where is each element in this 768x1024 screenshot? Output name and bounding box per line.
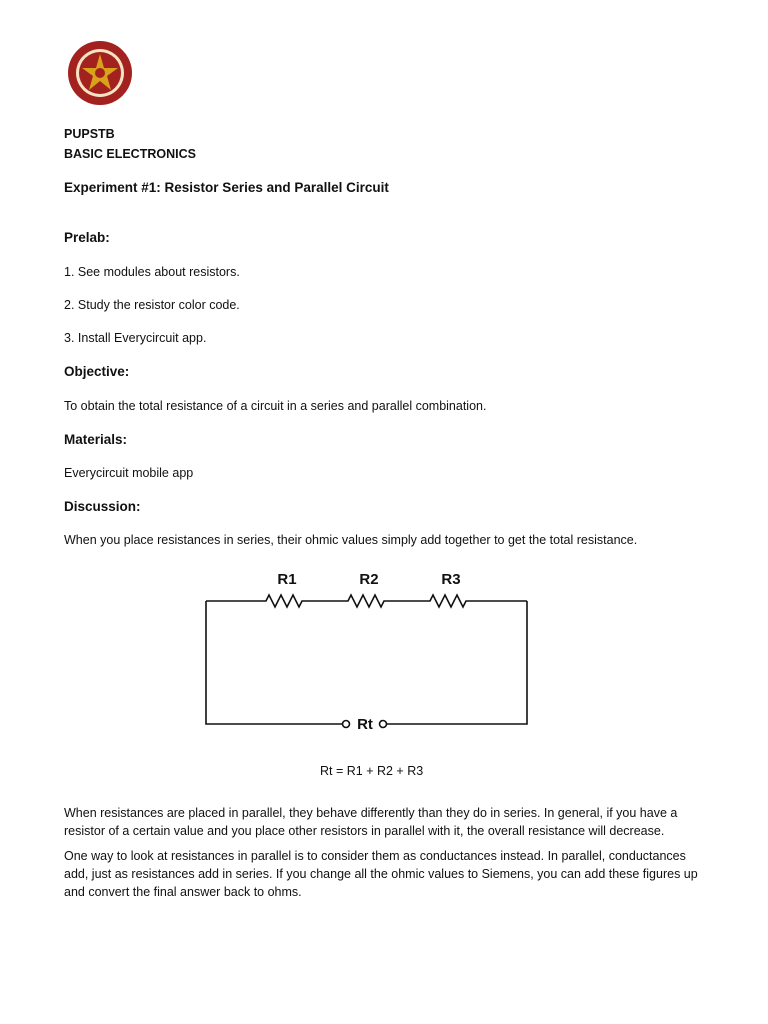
circuit-top-wire	[206, 595, 527, 607]
series-circuit-diagram	[190, 564, 540, 739]
parallel-paragraph-1: When resistances are placed in parallel, they behave differently than they do in series. In general, if you have a resistor of a certain value and you place other resistors in parallel with it, the overall resistance will decrease.	[64, 806, 678, 838]
university-seal-icon	[62, 40, 138, 106]
resistor-label-r2: R2	[359, 571, 379, 588]
circuit-left-wire	[206, 601, 342, 724]
objective-heading: Objective:	[64, 364, 130, 379]
experiment-title: Experiment #1: Resistor Series and Parallel Circuit	[64, 180, 389, 195]
materials-heading: Materials:	[64, 432, 128, 447]
terminal-right	[380, 721, 387, 728]
discussion-heading: Discussion:	[64, 499, 141, 514]
prelab-item: 2. Study the resistor color code.	[64, 298, 240, 312]
institution-code: PUPSTB	[64, 127, 115, 141]
prelab-item: 3. Install Everycircuit app.	[64, 331, 207, 345]
resistor-label-r1: R1	[277, 571, 297, 588]
series-formula: Rt = R1 + R2 + R3	[320, 764, 424, 778]
objective-text: To obtain the total resistance of a circuit in a series and parallel combination.	[64, 399, 487, 413]
terminal-left	[343, 721, 350, 728]
parallel-paragraph-2: One way to look at resistances in parallel is to consider them as conductances instead. In parallel, conductances add, just as resistances add in series. If you change all the ohmic values to Siemens, you can add these figures up and convert the final answer back to ohms.	[64, 849, 698, 899]
materials-text: Everycircuit mobile app	[64, 466, 194, 480]
course-title: BASIC ELECTRONICS	[64, 147, 196, 161]
discussion-intro: When you place resistances in series, their ohmic values simply add together to get the total resistance.	[64, 533, 638, 547]
terminal-label-rt: Rt	[357, 716, 373, 733]
resistor-label-r3: R3	[441, 571, 461, 588]
prelab-heading: Prelab:	[64, 230, 110, 245]
prelab-item: 1. See modules about resistors.	[64, 265, 240, 279]
circuit-right-wire	[387, 601, 527, 724]
